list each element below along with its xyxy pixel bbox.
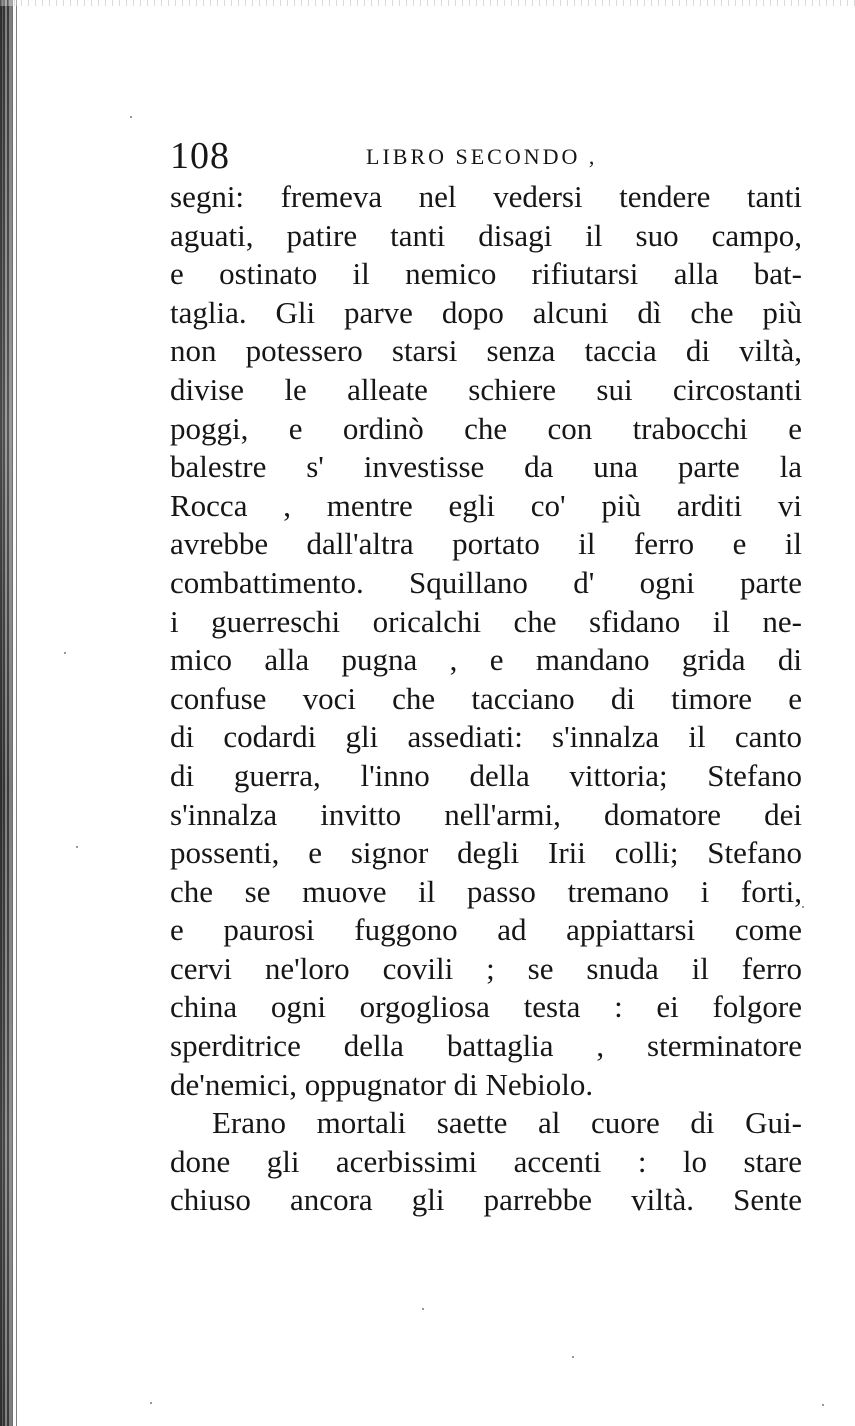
text-line: done gli acerbissimi accenti : lo stare (170, 1143, 802, 1179)
text-line: avrebbe dall'altra portato il ferro e il (170, 526, 802, 562)
paper-speck (802, 906, 804, 908)
text-line: sperditrice della battaglia , sterminatore (170, 1028, 802, 1064)
paper-speck (76, 846, 78, 848)
text-line: divise le alleate schiere sui circostanti (170, 371, 802, 407)
text-line: combattimento. Squillano d' ogni parte (170, 564, 802, 600)
paragraph-2 (170, 1104, 802, 1220)
text-line: mico alla pugna , e mandano grida di (170, 642, 802, 678)
paper-speck (422, 1308, 424, 1310)
paper-speck (822, 1404, 824, 1406)
text-line: e ostinato il nemico rifiutarsi alla bat- (170, 256, 802, 292)
text-line: Rocca , mentre egli co' più arditi vi (170, 487, 802, 523)
paper-speck (150, 1402, 152, 1404)
text-line: china ogni orgogliosa testa : ei folgore (170, 989, 802, 1025)
text-line: di codardi gli assediati: s'innalza il canto (170, 719, 802, 755)
text-line: balestre s' investisse da una parte la (170, 449, 802, 485)
text-line: s'innalza invitto nell'armi, domatore dei (170, 796, 802, 832)
text-line: non potessero starsi senza taccia di viltà, (170, 333, 802, 369)
text-line: cervi ne'loro covili ; se snuda il ferro (170, 950, 802, 986)
text-line: confuse voci che tacciano di timore e (170, 680, 802, 716)
text-line: poggi, e ordinò che con trabocchi e (170, 410, 802, 446)
text-line: chiuso ancora gli parrebbe viltà. Sente (170, 1182, 802, 1218)
page-top-edge (0, 0, 855, 6)
text-line: de'nemici, oppugnator di Nebiolo. (170, 1066, 594, 1102)
page-header (170, 136, 810, 176)
body-text (170, 178, 802, 1220)
text-line: Erano mortali saette al cuore di Gui- (212, 1105, 802, 1141)
text-line: che se muove il passo tremano i forti, (170, 873, 802, 909)
paper-speck (130, 116, 132, 118)
text-line: di guerra, l'inno della vittoria; Stefano (170, 757, 802, 793)
paper-speck (572, 1356, 574, 1358)
text-line: aguati, patire tanti disagi il suo campo, (170, 217, 802, 253)
paragraph-1 (170, 178, 802, 1104)
text-line: e paurosi fuggono ad appiattarsi come (170, 912, 802, 948)
running-head: LIBRO SECONDO , (366, 144, 598, 169)
text-line: segni: fremeva nel vedersi tendere tanti (170, 179, 802, 214)
text-line: i guerreschi oricalchi che sfidano il ne- (170, 603, 802, 639)
text-line: possenti, e signor degli Irii colli; Stefano (170, 835, 802, 871)
page-number: 108 (170, 135, 230, 177)
text-line: taglia. Gli parve dopo alcuni dì che più (170, 294, 802, 330)
binding-shadow (0, 0, 12, 1426)
paper-speck (64, 652, 66, 654)
